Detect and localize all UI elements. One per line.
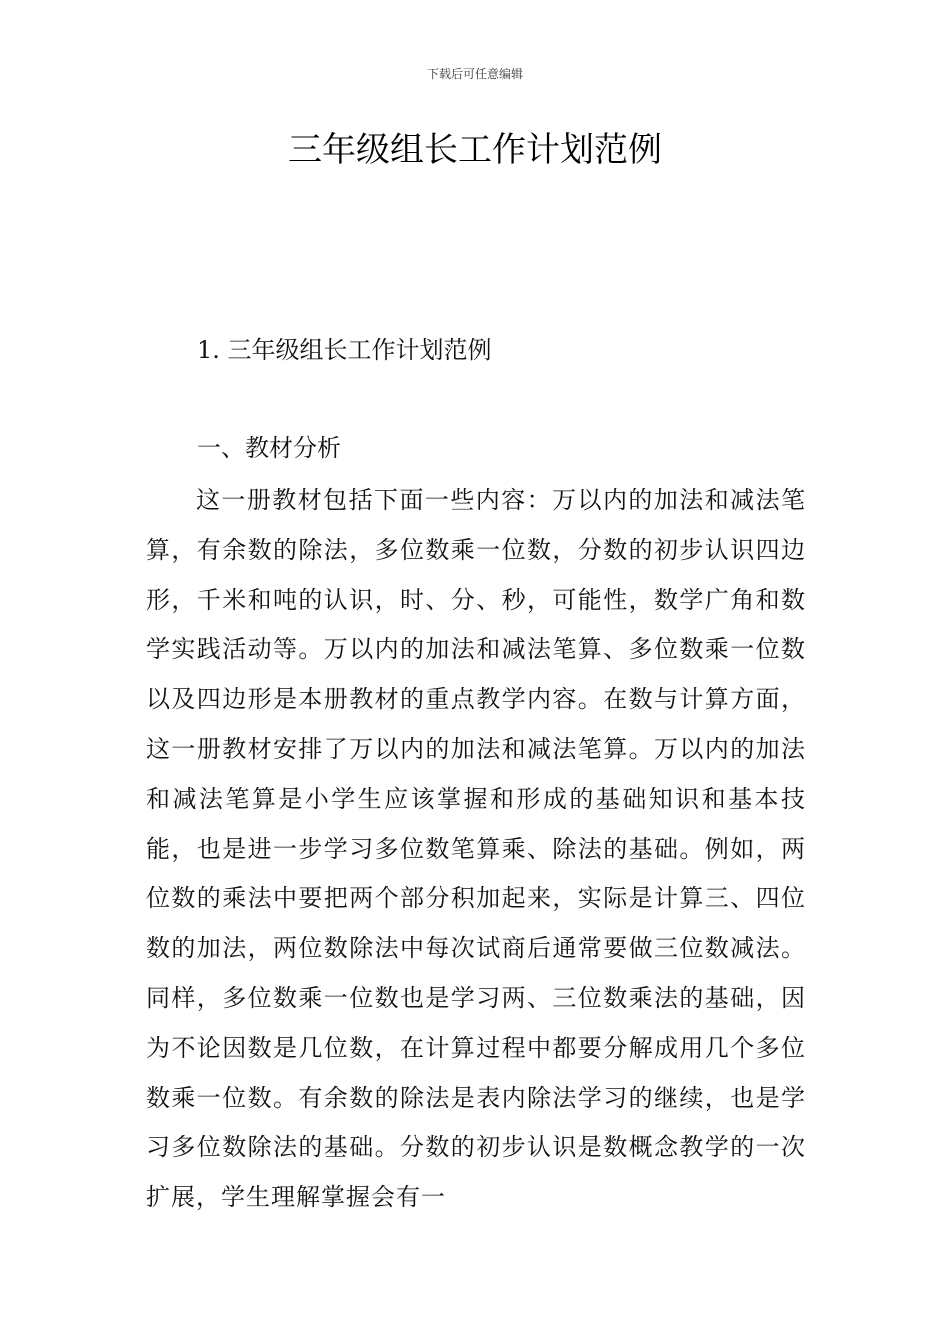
- document-title: 三年级组长工作计划范例: [288, 130, 662, 170]
- section-heading: 1. 三年级组长工作计划范例: [197, 336, 492, 364]
- body-paragraph: 这一册教材包括下面一些内容：万以内的加法和减法笔算，有余数的除法，多位数乘一位数，分数的初步认识四边形，千米和吨的认识，时、分、秒，可能性，数学广角和数学实践活动等。万以内的加法和减法笔算、多位数乘一位数以及四边形是本册教材的重点教学内容。在数与计算方面，这一册教材安排了万以内的加法和减法笔算。万以内的加法和减法笔算是小学生应该掌握和形成的基础知识和基本技能，也是进一步学习多位数笔算乘、除法的基础。例如，两位数的乘法中要把两个部分积加起来，实际是计算三、四位数的加法，两位数除法中每次试商后通常要做三位数减法。同样，多位数乘一位数也是学习两、三位数乘法的基础，因为不论因数是几位数，在计算过程中都要分解成用几个多位数乘一位数。有余数的除法是表内除法学习的继续，也是学习多位数除法的基础。分数的初步认识是数概念教学的一次扩展，学生理解掌握会有一: [146, 486, 806, 1212]
- subsection-heading: 一、教材分析: [197, 434, 341, 462]
- header-note: 下载后可任意编辑: [426, 67, 523, 81]
